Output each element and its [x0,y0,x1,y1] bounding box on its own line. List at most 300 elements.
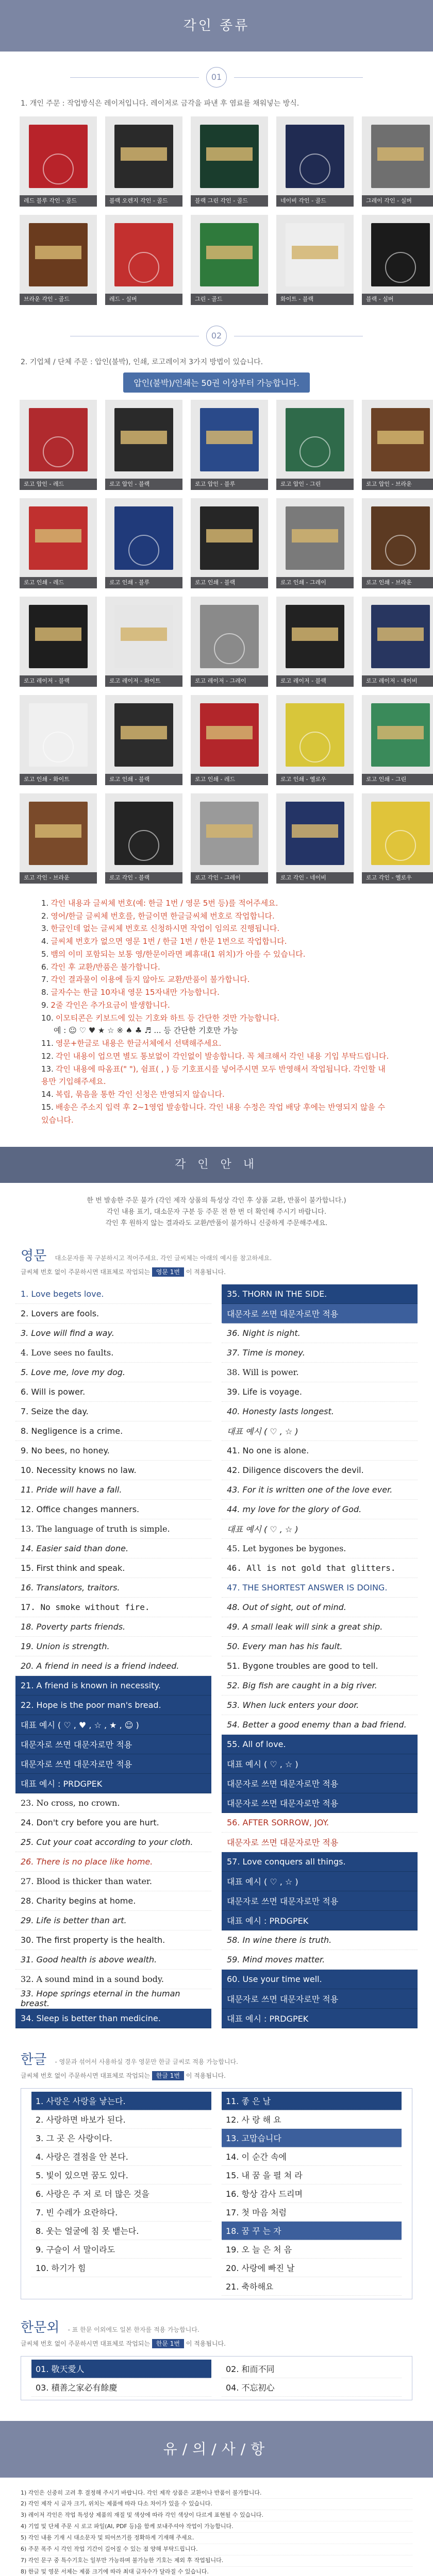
order-rules-list [0,884,433,1127]
engraving-mark [128,535,159,566]
rule-number: 3. [41,924,49,934]
engraving-mark [128,830,159,861]
rule-item [41,922,392,935]
rule-number: 10. [41,1013,54,1023]
sample-caption: 레드 블루 각인 - 골드 [20,195,97,207]
rule-item [41,1037,392,1050]
engraving-sample-grid-1 [0,116,433,305]
korean-font-col-left [31,2092,211,2296]
font-sample: 8. Negligence is a crime. [15,1421,211,1441]
engraving-mark [377,431,424,444]
font-sample: 17. 첫 마음 처럼 [222,2203,402,2222]
sample-caption: 로고 인쇄 - 그레이 [276,577,354,588]
sample-caption: 로고 각인 - 그레이 [191,872,268,884]
sample-photo [20,116,97,207]
sample-photo [105,498,182,588]
korean-font-heading [0,2044,433,2071]
font-sample: 55. All of love. [222,1735,418,1754]
font-sample: 대표 예시 ( ♡ , ☆ ) [222,1519,418,1539]
font-sample: 48. Out of sight, out of mind. [222,1598,418,1617]
sample-caption: 로고 인쇄 - 레드 [20,577,97,588]
sample-photo [20,597,97,687]
warning-line: 한 번 발송한 주문 불가 (각인 제작 상품의 특성상 각인 후 상품 교환, 반품이 불가합니다.) [87,1197,346,1205]
font-sample: 21. A friend is known in necessity. [15,1676,211,1696]
default-note-text: 이 적용됩니다. [186,2340,226,2347]
default-font-mark: 한글 1번 [152,2071,184,2080]
sample-caption: 로고 레이저 - 블랙 [20,675,97,687]
english-font-heading [0,1240,433,1267]
font-sample: 35. THORN IN THE SIDE. [222,1284,418,1304]
font-sample: 대문자로 쓰면 대문자로만 적용 [222,1304,418,1324]
warning-text [0,1183,433,1240]
engraving-mark [128,252,159,283]
rule-text: 한글인데 없는 글씨체 번호로 신청하시면 작업이 임의로 진행됩니다. [51,924,280,934]
font-sample: 41. No one is alone. [222,1441,418,1461]
sample-caption: 로고 압인 - 블랙 [105,479,182,490]
font-sample: 25. Cut your coat according to your cloth. [15,1833,211,1852]
font-sample: 58. In wine there is truth. [222,1930,418,1950]
font-sample: 17. No smoke without fire. [15,1598,211,1617]
font-sample: 23. No cross, no crown. [15,1793,211,1813]
rule-text: 각인 내용이 업으면 별도 통보없이 각인없이 발송합니다. 꼭 체크해서 각인 내용 기입 부탁드립니다. [55,1051,389,1061]
font-sample: 51. Bygone troubles are good to tell. [222,1656,418,1676]
font-sample: 40. Honesty lasts longest. [222,1402,418,1421]
sample-photo [20,498,97,588]
notice-title: 유/의/사/항 [0,2421,433,2478]
divider [70,77,199,78]
section-1-number [0,67,433,88]
sample-caption: 로고 각인 - 옐로우 [362,872,433,884]
font-sample: 대표 예시 ( ♡ , ☆ ) [222,1754,418,1774]
font-sample: 28. Charity begins at home. [15,1891,211,1911]
rule-text: 2줄 각인은 추가요금이 발생합니다. [51,1000,170,1010]
rule-item [41,1063,392,1089]
font-sample: 대문자로 쓰면 대문자로만 적용 [15,1754,211,1774]
hanja-font-col-left [31,2360,211,2397]
engraving-mark [206,726,253,739]
sample-caption: 로고 인쇄 - 레드 [191,774,268,785]
korean-default-note [0,2071,433,2083]
font-sample: 33. Hope springs eternal in the human breast. [15,1989,211,2009]
rule-item [41,1024,392,1037]
font-sample: 27. Blood is thicker than water. [15,1872,211,1891]
sample-caption: 로고 레이저 - 블랙 [276,675,354,687]
engraving-mark [206,431,253,444]
engraving-mark [121,147,167,161]
rule-text: 각인 내용과 글씨체 번호(예: 한글 1번 / 영문 5번 등)를 적어주세요. [51,898,278,908]
font-sample: 19. Union is strength. [15,1637,211,1656]
font-sample: 38. Will is power. [222,1363,418,1382]
notice-line: 6) 주문 폭주 시 각인 작업 기간이 길어질 수 있는 점 양해 부탁드립니다. [21,2544,412,2555]
sample-photo [20,793,97,884]
rule-item [41,973,392,986]
engraving-mark [43,732,74,762]
sample-caption: 화이트 - 블랙 [276,294,354,305]
font-sample: 대문자로 쓰면 대문자로만 적용 [15,1735,211,1754]
notice-line: 1) 각인은 신중히 고려 후 결정해 주시기 바랍니다. 각인 제작 상품은 교환이나 반품이 불가합니다. [21,2488,412,2499]
rule-number: 12. [41,1051,54,1061]
notice-line: 7) 각인 문구 중 특수기호는 일부만 가능하며 불가능한 기호는 제외 후 작업됩니다. [21,2555,412,2567]
font-sample: 2. Lovers are fools. [15,1304,211,1324]
hanja-title: 한문외 [21,2319,60,2335]
rule-item [41,935,392,948]
divider [234,77,363,78]
rule-item [41,1050,392,1063]
font-sample: 대문자로 쓰면 대문자로만 적용 [222,1989,418,2009]
font-sample: 45. Let bygones be bygones. [222,1539,418,1558]
sample-photo [191,116,268,207]
sample-photo [362,215,433,305]
sample-photo [105,597,182,687]
font-sample: 52. Big fish are caught in a big river. [222,1676,418,1696]
rule-item [41,1101,392,1127]
rule-item [41,1088,392,1101]
font-sample: 4. 사랑은 결점을 안 본다. [31,2147,211,2166]
engraving-mark [121,726,167,739]
rule-text: 각인 내용에 따옴표(" "), 쉼표( , ) 등 기호표시를 넣어주시면 모두 반영해서 작업됩니다. 각인할 내용만 기입해주세요. [41,1064,386,1087]
sample-caption: 로고 압인 - 레드 [20,479,97,490]
font-sample: 43. For it is written one of the love ever. [222,1480,418,1500]
font-sample: 16. Translators, traitors. [15,1578,211,1598]
sample-photo [105,400,182,490]
sample-caption: 로고 레이저 - 네이비 [362,675,433,687]
font-sample: 31. Good health is above wealth. [15,1950,211,1970]
font-sample: 04. 不忘初心 [222,2378,402,2397]
font-sample: 1. 사랑은 사랑을 낳는다. [31,2092,211,2110]
font-sample: 11. 좋 은 날 [222,2092,402,2110]
font-sample: 9. No bees, no honey. [15,1441,211,1461]
notice-list [0,2478,433,2576]
minimum-order-callout: 압인(불박)/인쇄는 50권 이상부터 가능합니다. [123,372,309,393]
font-sample: 5. Love me, love my dog. [15,1363,211,1382]
english-title: 영문 [21,1248,47,1264]
font-sample: 16. 항상 감사 드리며 [222,2184,402,2203]
font-sample: 03. 積善之家必有餘慶 [31,2378,211,2397]
hanja-note: - 표 한문 이외에도 일본 한자를 적용 가능합니다. [68,2326,199,2333]
sample-photo [362,116,433,207]
sample-photo [20,695,97,785]
default-font-mark: 영문 1번 [152,1267,184,1277]
sample-photo [362,597,433,687]
english-font-col-right [222,1284,418,2028]
english-font-list [0,1279,433,2028]
sample-caption: 로고 각인 - 네이비 [276,872,354,884]
font-sample: 대표 예시 : PRDGPEK [15,1774,211,1793]
engraving-mark [377,147,424,161]
hanja-font-list [21,2356,412,2400]
rule-text: 예 : ☺ ♡ ♥ ★ ☆ ※ ♠ ♣ ♬ ... 등 간단한 기호만 가능 [54,1026,239,1036]
sample-photo [105,215,182,305]
font-sample: 6. 사랑은 주 저 로 더 많은 것을 [31,2184,211,2203]
engraving-mark [35,824,81,838]
default-font-mark: 한문 1번 [152,2339,184,2348]
font-sample: 19. 오 늘 은 처 음 [222,2240,402,2259]
sample-photo [20,400,97,490]
font-sample: 대표 예시 ( ♡ , ☆ ) [222,1421,418,1441]
warning-line: 각인 내용 표기, 대소문자 구분 등 주문 전 한 번 더 확인해 주시기 바랍니다. [106,1208,327,1216]
notice-line: 2) 각인 제작 시 글자 크기, 위치는 제품에 따라 다소 차이가 있을 수 있습니다. [21,2499,412,2510]
notice-line: 8) 한글 및 영문 서체는 제품 크기에 따라 최대 글자수가 달라질 수 있습니다. [21,2567,412,2576]
default-note-text: 글씨체 번호 없이 주문하시면 대표체로 작업되는 [21,2072,150,2079]
sample-caption: 로고 압인 - 브라운 [362,479,433,490]
engraving-mark [121,431,167,444]
rule-text: 복립, 묶음을 통한 각인 신청은 반영되지 않습니다. [55,1090,225,1099]
sample-caption: 로고 인쇄 - 옐로우 [276,774,354,785]
font-sample: 59. Mind moves matter. [222,1950,418,1970]
section-number: 02 [206,326,227,346]
sample-caption: 블랙 오렌지 각인 - 골드 [105,195,182,207]
sample-photo [105,793,182,884]
sample-photo [276,695,354,785]
engraving-mark [43,154,74,184]
sample-photo [191,215,268,305]
font-sample: 22. Hope is the poor man's bread. [15,1696,211,1715]
rule-number: 9. [41,1000,49,1010]
sample-photo [362,695,433,785]
font-sample: 대문자로 쓰면 대문자로만 적용 [222,1833,418,1852]
font-sample: 4. Love sees no faults. [15,1343,211,1363]
font-sample: 36. Night is night. [222,1324,418,1343]
sample-caption: 그레이 각인 - 실버 [362,195,433,207]
sample-caption: 그린 - 골드 [191,294,268,305]
sample-caption: 로고 각인 - 블랙 [105,872,182,884]
section-number: 01 [206,67,227,88]
font-sample: 12. Office changes manners. [15,1500,211,1519]
engraving-mark [206,529,253,543]
font-sample: 대표 예시 : PRDGPEK [222,2009,418,2028]
sample-caption: 로고 레이저 - 화이트 [105,675,182,687]
section-2-number [0,326,433,346]
engraving-mark [35,529,81,543]
sample-caption: 로고 인쇄 - 블루 [105,577,182,588]
sample-photo [276,400,354,490]
font-sample: 12. 사 랑 해 요 [222,2110,402,2129]
korean-title: 한글 [21,2052,47,2067]
sample-photo [276,498,354,588]
font-sample: 대표 예시 ( ♡ , ♥ , ☆ , ★ , ☺ ) [15,1715,211,1735]
rule-item [41,1012,392,1025]
engraving-mark [43,436,74,467]
font-sample: 57. Love conquers all things. [222,1852,418,1872]
sample-caption: 로고 인쇄 - 블랙 [105,774,182,785]
font-sample: 14. Easier said than done. [15,1539,211,1558]
sample-photo [276,215,354,305]
rule-text: 각인 후 교환/반품은 불가합니다. [51,962,160,972]
engraving-mark [377,628,424,641]
rule-item [41,948,392,961]
sample-caption: 블랙 - 실버 [362,294,433,305]
sample-photo [191,695,268,785]
font-sample: 21. 축하해요 [222,2277,402,2296]
font-sample: 26. There is no place like home. [15,1852,211,1872]
section-2-desc: 2. 기업체 / 단체 주문 : 압인(불박), 인쇄, 로고레이저 3가지 방법이 있습니다. [21,358,263,367]
sample-caption: 로고 레이저 - 그레이 [191,675,268,687]
notice-line: 5) 각인 내용 기재 시 대소문자 및 띄어쓰기를 정확하게 기재해 주세요. [21,2533,412,2544]
sample-caption: 브라운 각인 - 골드 [20,294,97,305]
font-sample: 53. When luck enters your door. [222,1696,418,1715]
font-sample: 18. Poverty parts friends. [15,1617,211,1637]
sample-caption: 로고 인쇄 - 화이트 [20,774,97,785]
font-sample: 대표 예시 ( ♡ , ☆ ) [222,1872,418,1891]
font-sample: 9. 구슬이 서 말이라도 [31,2240,211,2259]
rule-item [41,897,392,910]
font-sample: 37. Time is money. [222,1343,418,1363]
rule-text: 이모티콘은 키보드에 있는 기호와 하트 등 간단한 것만 가능합니다. [55,1013,280,1023]
rule-number: 5. [41,949,49,959]
font-sample: 15. First think and speak. [15,1558,211,1578]
default-note-text: 이 적용됩니다. [186,2072,226,2079]
english-default-note [0,1267,433,1279]
font-sample: 2. 사랑하면 바보가 된다. [31,2110,211,2129]
font-sample: 54. Better a good enemy than a bad friend. [222,1715,418,1735]
font-sample: 50. Every man has his fault. [222,1637,418,1656]
engraving-mark [299,154,330,184]
hanja-font-col-right [222,2360,402,2397]
font-sample: 6. Will is power. [15,1382,211,1402]
engraving-mark [206,147,253,161]
font-sample: 13. The language of truth is simple. [15,1519,211,1539]
font-sample: 10. 하기가 힘 [31,2259,211,2277]
korean-note: - 영문과 섞어서 사용하실 경우 영문만 한글 글씨로 적용 가능합니다. [55,2058,238,2065]
font-sample: 7. 빈 수레가 요란하다. [31,2203,211,2222]
sample-photo [362,793,433,884]
rule-text: 글씨체 번호가 없으면 영문 1번 / 한글 1번 / 한문 1번으로 작업합니다. [51,937,287,946]
engraving-mark [385,535,416,566]
sample-photo [362,400,433,490]
font-sample: 대문자로 쓰면 대문자로만 적용 [222,1891,418,1911]
notice-line: 4) 기업 및 단체 주문 시 로고 파일(AI, PDF 등)을 함께 보내주셔야 작업이 가능합니다. [21,2521,412,2533]
rule-text: 글자수는 한글 10자내 영문 15자내만 가능합니다. [51,988,220,997]
font-sample: 3. Love will find a way. [15,1324,211,1343]
font-sample: 20. A friend in need is a friend indeed. [15,1656,211,1676]
rule-number: 11. [41,1039,54,1048]
rule-number: 7. [41,975,49,985]
font-sample: 3. 그 곳 은 사랑이다. [31,2129,211,2147]
engraving-mark [206,246,253,259]
sample-caption: 로고 인쇄 - 블랙 [191,577,268,588]
rule-text: 각인 결과물이 이용에 들지 않아도 교환/반품이 불가합니다. [51,975,250,985]
font-guide-title: 각 인 안 내 [0,1147,433,1183]
font-sample: 18. 꿈 꾸 는 자 [222,2222,402,2240]
engraving-mark [35,628,81,641]
font-sample: 39. Life is voyage. [222,1382,418,1402]
sample-photo [276,597,354,687]
font-sample: 8. 웃는 얼굴에 침 못 뱉는다. [31,2222,211,2240]
sample-photo [191,597,268,687]
notice-line: 3) 레이저 각인은 작업 특성상 제품의 재질 및 색상에 따라 각인 색상이 다르게 표현될 수 있습니다. [21,2510,412,2521]
sample-caption: 네이비 각인 - 골드 [276,195,354,207]
engraving-mark [292,246,338,259]
engraving-mark [377,726,424,739]
sample-photo [276,793,354,884]
sample-caption: 로고 압인 - 블루 [191,479,268,490]
font-sample: 56. AFTER SORROW, JOY. [222,1813,418,1833]
font-sample: 01. 敬天愛人 [31,2360,211,2378]
font-sample: 46. All is not gold that glitters. [222,1558,418,1578]
rule-number: 15. [41,1102,54,1112]
font-sample: 42. Diligence discovers the devil. [222,1461,418,1480]
engraving-sample-grid-2 [0,400,433,884]
hanja-font-heading [0,2312,433,2339]
sample-photo [191,498,268,588]
sample-caption: 레드 - 실버 [105,294,182,305]
sample-photo [276,116,354,207]
rule-number: 6. [41,962,49,972]
rule-item [41,910,392,923]
sample-photo [362,498,433,588]
engraving-mark [292,628,338,641]
sample-photo [191,793,268,884]
sample-caption: 블랙 그린 각인 - 골드 [191,195,268,207]
engraving-mark [121,628,167,641]
font-sample: 24. Don't cry before you are hurt. [15,1813,211,1833]
rule-text: 영문+한글로 내용은 한글서체에서 선택해주세요. [55,1039,222,1048]
sample-photo [191,400,268,490]
font-sample: 5. 빛이 있으면 꿈도 있다. [31,2166,211,2184]
engraving-mark [292,824,338,838]
rule-number: 13. [41,1064,54,1074]
engraving-mark [214,633,245,664]
rule-text: 배송은 주소지 입력 후 2~1영업 발송합니다. 각인 내용 수정은 작업 배당 후에는 반영되지 않을 수 있습니다. [41,1102,386,1125]
page-title: 각인 종류 [0,0,433,52]
warning-line: 각인 후 원하지 않는 결과라도 교환/반품이 불가하니 신중하게 주문해주세요. [105,1219,328,1228]
font-sample: 34. Sleep is better than medicine. [15,2009,211,2028]
section-1-desc: 1. 개인 주문 : 작업방식은 레이저입니다. 레이저로 금각을 파낸 후 염료를 채워넣는 방식. [21,99,299,108]
rule-number: 14. [41,1090,54,1099]
font-sample: 7. Seize the day. [15,1402,211,1421]
rule-number: 8. [41,988,49,997]
rule-item [41,986,392,999]
rule-text: 영어/한글 글씨체 번호를, 한글이면 한글글씨체 번호로 작업합니다. [51,911,275,921]
rule-number: 4. [41,937,49,946]
font-sample: 20. 사랑에 빠진 날 [222,2259,402,2277]
sample-caption: 로고 인쇄 - 브라운 [362,577,433,588]
english-note: 대소문자를 꼭 구분하시고 적어주세요. 각인 글씨체는 아래의 예시를 참고하세요. [55,1254,272,1262]
engraving-mark [206,824,253,838]
default-note-text: 이 적용됩니다. [186,1268,226,1276]
english-font-col-left [15,1284,211,2028]
rule-number: 1. [41,898,49,908]
font-sample: 1. Love begets love. [15,1284,211,1304]
engraving-mark [292,529,338,543]
rule-number: 2. [41,911,49,921]
default-note-text: 글씨체 번호 없이 주문하시면 대표체로 작업되는 [21,2340,150,2347]
font-sample: 02. 和而不同 [222,2360,402,2378]
sample-caption: 로고 인쇄 - 그린 [362,774,433,785]
font-sample: 49. A small leak will sink a great ship. [222,1617,418,1637]
rule-text: 뱀의 이미 포함되는 보통 영/한문이라면 폐휴대(1 위치)가 아를 수 있습니다. [51,949,306,959]
engraving-mark [299,436,330,467]
font-sample: 47. THE SHORTEST ANSWER IS DOING. [222,1578,418,1598]
font-sample: 44. my love for the glory of God. [222,1500,418,1519]
engraving-mark [299,732,330,762]
korean-font-col-right [222,2092,402,2296]
font-sample: 11. Pride will have a fall. [15,1480,211,1500]
engraving-mark [385,830,416,861]
font-sample: 15. 내 꿈 을 펼 쳐 라 [222,2166,402,2184]
korean-font-list [21,2088,412,2299]
sample-photo [20,215,97,305]
font-sample: 대표 예시 : PRDGPEK [222,1911,418,1930]
font-sample: 30. The first property is the health. [15,1930,211,1950]
engraving-mark [35,246,81,259]
hanja-default-note [0,2339,433,2351]
font-sample: 대문자로 쓰면 대문자로만 적용 [222,1774,418,1793]
rule-item [41,961,392,974]
font-sample: 13. 고맙습니다 [222,2129,402,2147]
font-sample: 14. 이 순간 속에 [222,2147,402,2166]
font-sample: 대문자로 쓰면 대문자로만 적용 [222,1793,418,1813]
